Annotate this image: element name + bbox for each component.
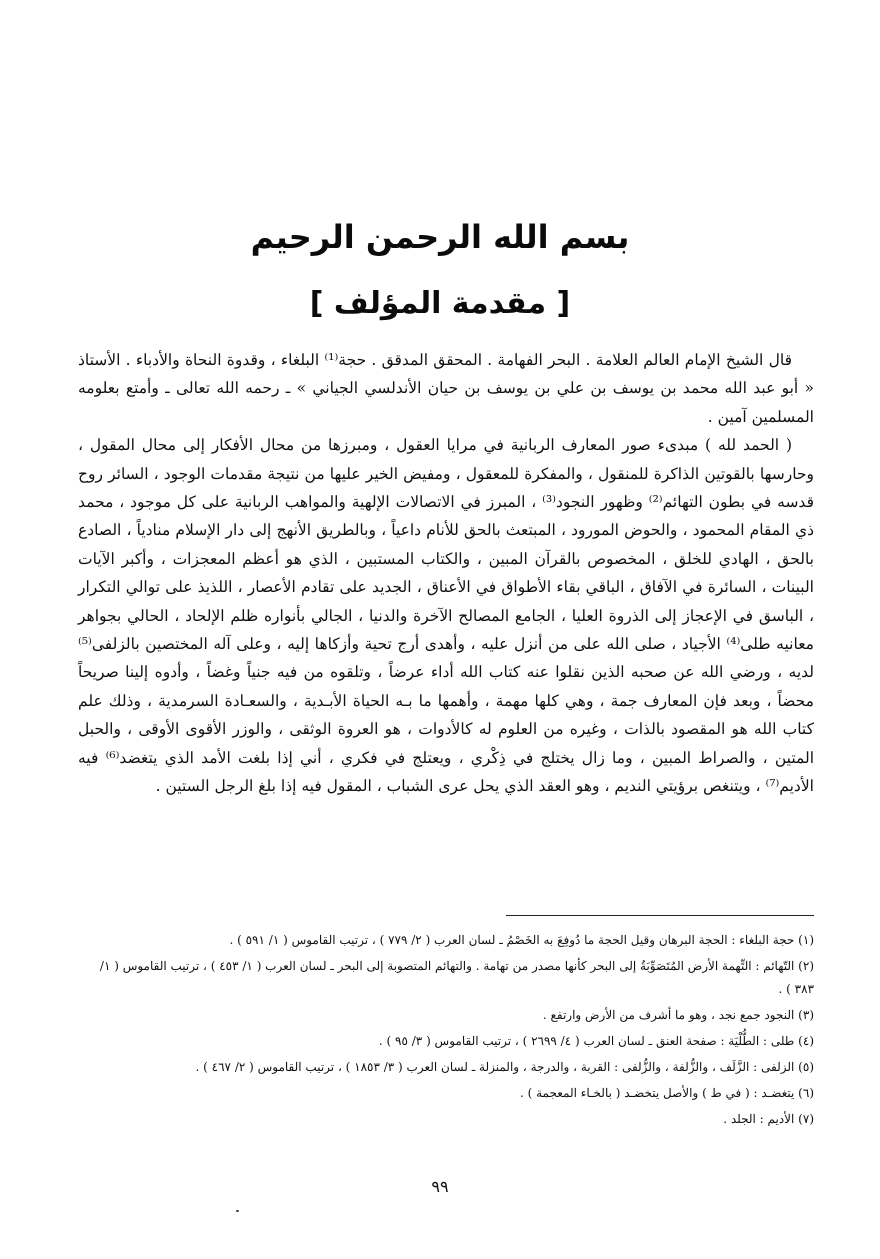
- footnotes: [78, 929, 814, 1134]
- footnote-2: (٢) التّهائم : التِّهمة الأرض المُتَصَوِّبَةُ إلى البحر كأنها مصدر من تهامة . والتهائم المتصوبة إلى البحر ـ لسان العرب ( ١/ ٤٥٣ ) ، ترتيب القاموس ( ١/ ٣٨٣ ) .: [99, 959, 814, 996]
- footnote-6: (٦) يتغضـد : ( في ط ) والأصل يتخضـد ( بالخـاء المعجمة ) .: [519, 1086, 814, 1100]
- footnote-5: (٥) الزلفى : الزَّلَف ، والزُّلفة ، والزُّلفى : القربة ، والدرجة ، والمنزلة ـ لسان العرب ( ٣/ ١٨٥٣ ) ، ترتيب القاموس ( ٢/ ٤٦٧ ) .: [195, 1060, 814, 1074]
- footnote-3: (٣) النجود جمع نجد ، وهو ما أشرف من الأرض وارتفع .: [542, 1008, 814, 1022]
- page-number: ٩٩: [431, 1177, 449, 1196]
- scan-speck: [236, 1210, 239, 1212]
- footnote-1: (١) حجة البلغاء : الحجة البرهان وقيل الحجة ما دُوفِعَ به الخَصْمُ ـ لسان العرب ( ٢/ ٧٧٩ ) ، ترتيب القاموس ( ١/ ٥٩١ ) .: [229, 933, 814, 947]
- footnote-separator: [506, 915, 814, 916]
- footnote-7: (٧) الأديم : الجلد .: [723, 1112, 814, 1126]
- footnote-4: (٤) طلى : الطُّلْيَة : صفحة العنق ـ لسان العرب ( ٤/ ٢٦٩٩ ) ، ترتيب القاموس ( ٣/ ٩٥ ) .: [378, 1034, 814, 1048]
- main-text: [78, 346, 814, 801]
- paragraph-praise: ( الحمد لله ) مبدىء صور المعارف الربانية في مرايا العقول ، ومبرزها من محال الأفكار إلى محال المقول ، وحارسها بالقوتين الذاكرة للمنقول ، والمفكرة للمعقول ، ومفيض الخير عليها من نتيجة مقدمات الوجود ، السائر روح قدسه في بطون التهائم⁽²⁾ وظهور النجود⁽³⁾ ، المبرز في الاتصالات الإلهية والمواهب الربانية على كل موجود ، محمد ذي المقام المحمود ، والحوض المورود ، المبتعث بالحق للأنام داعياً ، وبالطريق الأنهج إلى دار الإسلام منادياً ، الصادع بالحق ، الهادي للخلق ، المخصوص بالقرآن المبين ، والكتاب المستبين ، الذي هو أعظم المعجزات ، وأكبر الآيات البينات ، السائرة في الآفاق ، الباقي بقاء الأطواق في الأعناق ، الجديد على تقادم الأعصار ، اللذيذ على توالي التكرار ، الباسق في الإعجاز إلى الذروة العليا ، الجامع المصالح الآخرة والدنيا ، الجالي بأنواره ظلم الإلحاد ، الحالي بجواهر معانيه طلى⁽⁴⁾ الأجياد ، صلى الله على من أنزل عليه ، وأهدى أرج تحية وأزكاها إليه ، وعلى آله المختصين بالزلفى⁽⁵⁾ لديه ، ورضي الله عن صحبه الذين نقلوا عنه كتاب الله أداء عرضاً ، وتلقوه من فيه جنياً وغضاً ، وأدوه إلينا صريحاً محضاً ، وبعد فإن المعارف جمة ، وهي كلها مهمة ، وأهمها ما بـه الحياة الأبـدية ، والسعـادة السرمدية ، وذلك علم كتاب الله هو المقصود بالذات ، وغيره من العلوم له كالأدوات ، هو العروة الوثقى ، والوزر الأقوى الأوقى ، والحبل المتين ، والصراط المبين ، وما زال يختلج في ذِكْري ، ويعتلج في فكري ، أني إذا بلغت الأمد الذي يتغضد⁽⁶⁾ فيه الأديم⁽⁷⁾ ، ويتنغص برؤيتي النديم ، وهو العقد الذي يحل عرى الشباب ، المقول فيه إذا بلغ الرجل الستين .: [78, 436, 814, 796]
- section-heading: [ مقدمة المؤلف ]: [309, 286, 571, 321]
- paragraph-introduction: قال الشيخ الإمام العالم العلامة . البحر الفهامة . المحقق المدقق . حجة⁽¹⁾ البلغاء ، وقدوة النحاة والأدباء . الأستاذ « أبو عبد الله محمد بن يوسف بن علي بن يوسف بن حيان الأندلسي الجياني » ـ رحمه الله تعالى ـ وأمتع بعلومه المسلمين آمين .: [78, 351, 814, 426]
- basmala-title: بسم الله الرحمن الرحيم: [250, 218, 630, 256]
